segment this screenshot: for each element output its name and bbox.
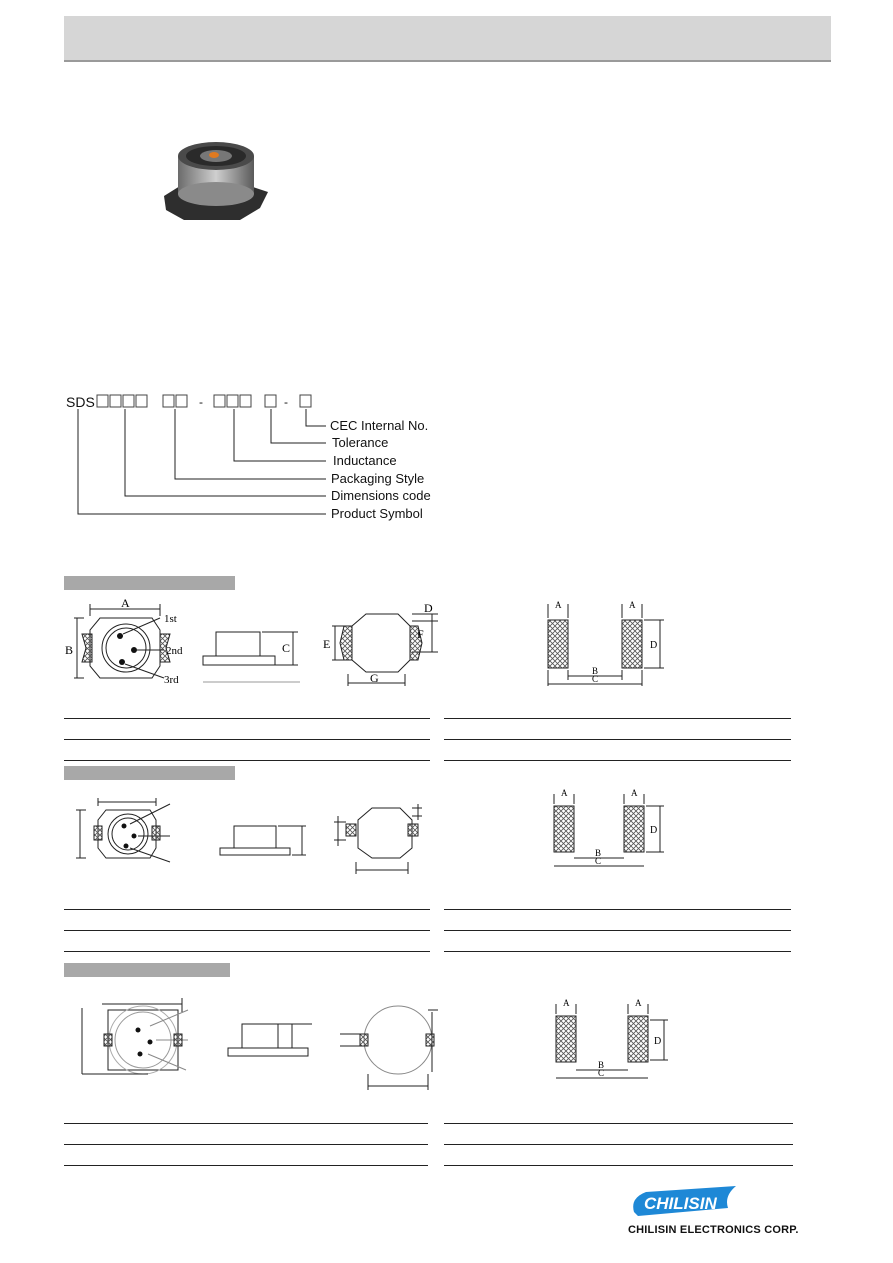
pad3-label-a-left: A <box>563 998 570 1008</box>
pad2-label-c: C <box>595 856 602 866</box>
table-rule <box>444 909 791 910</box>
product-photo <box>160 134 272 222</box>
table-rule <box>64 930 430 931</box>
table-rule <box>64 760 430 761</box>
header-band <box>64 16 831 62</box>
table-rule <box>64 1144 428 1145</box>
pad3-label-d: D <box>654 1036 662 1047</box>
pad-layout-2 <box>546 786 676 872</box>
logo-text: CHILISIN <box>644 1194 717 1213</box>
table-rule <box>64 718 430 719</box>
table-rule <box>444 930 791 931</box>
dim-label-g: G <box>370 671 379 685</box>
legend-tolerance: Tolerance <box>332 435 389 450</box>
pad-layout-1 <box>540 596 672 688</box>
legend-product-symbol: Product Symbol <box>331 506 423 521</box>
table-rule <box>64 1123 428 1124</box>
pin-3rd: 3rd <box>164 674 179 686</box>
company-logo <box>628 1184 742 1218</box>
pad-label-d: D <box>650 640 658 651</box>
part-prefix: SDS <box>66 394 95 410</box>
dim-label-d: D <box>424 601 433 615</box>
legend-packaging: Packaging Style <box>331 471 425 486</box>
dim-label-b: B <box>65 643 74 657</box>
pad3-label-c: C <box>598 1068 605 1078</box>
section-bar-1 <box>64 576 235 590</box>
separator-1: - <box>199 395 203 409</box>
table-rule <box>444 718 791 719</box>
part-number-diagram <box>60 388 460 528</box>
dimension-drawing-3 <box>78 992 450 1094</box>
dimension-drawing-2 <box>70 790 440 876</box>
separator-2: - <box>284 395 288 409</box>
legend-cec: CEC Internal No. <box>330 418 429 433</box>
pad-layout-3 <box>546 996 676 1084</box>
section-bar-3 <box>64 963 230 977</box>
table-rule <box>444 1144 793 1145</box>
pad2-label-b: B <box>595 848 602 858</box>
table-rule <box>64 909 430 910</box>
section-bar-2 <box>64 766 235 780</box>
table-rule <box>64 739 430 740</box>
company-name: CHILISIN ELECTRONICS CORP. <box>628 1224 799 1236</box>
legend-dimensions: Dimensions code <box>331 488 431 503</box>
pad2-label-d: D <box>650 825 658 836</box>
pad3-label-a-right: A <box>635 998 642 1008</box>
table-rule <box>444 760 791 761</box>
pad2-label-a-left: A <box>561 788 568 798</box>
pad-label-a-left: A <box>555 600 562 610</box>
dim-label-c: C <box>282 641 291 655</box>
table-rule <box>64 951 430 952</box>
dim-label-a: A <box>121 596 130 610</box>
pad3-label-b: B <box>598 1060 605 1070</box>
table-rule <box>444 1123 793 1124</box>
table-rule <box>444 1165 793 1166</box>
pad-label-c: C <box>592 674 599 684</box>
pad2-label-a-right: A <box>631 788 638 798</box>
dim-label-e: E <box>323 637 331 651</box>
table-rule <box>64 1165 428 1166</box>
dimension-drawing-1 <box>60 596 450 692</box>
table-rule <box>444 739 791 740</box>
pin-1st: 1st <box>164 613 177 625</box>
legend-inductance: Inductance <box>333 453 397 468</box>
pad-label-a-right: A <box>629 600 636 610</box>
pin-2nd: 2nd <box>166 645 183 657</box>
dim-label-f: F <box>417 627 424 641</box>
table-rule <box>444 951 791 952</box>
pad-label-b: B <box>592 666 599 676</box>
